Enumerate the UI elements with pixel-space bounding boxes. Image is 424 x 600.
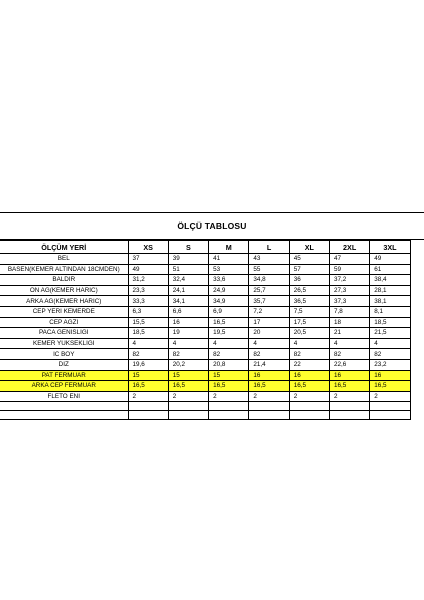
- empty-cell: [209, 402, 249, 411]
- header-size-2xl: 2XL: [329, 241, 369, 254]
- empty-cell: [209, 411, 249, 420]
- measurement-value: 23,3: [128, 285, 168, 296]
- measurement-value: 49: [128, 264, 168, 275]
- measurement-name: BALDIR: [0, 275, 128, 286]
- measurement-value: 15: [209, 370, 249, 381]
- measurement-value: 18: [329, 317, 369, 328]
- measurement-value: 17,5: [289, 317, 329, 328]
- measurement-value: 82: [249, 349, 289, 360]
- size-chart-body: [0, 241, 410, 420]
- title-row: [0, 212, 424, 240]
- measurement-value: 20,5: [289, 328, 329, 339]
- table-row: [0, 296, 410, 307]
- header-size-m: M: [209, 241, 249, 254]
- measurement-value: 59: [329, 264, 369, 275]
- measurement-value: 34,8: [249, 275, 289, 286]
- measurement-value: 16,5: [370, 381, 410, 392]
- measurement-value: 37: [128, 254, 168, 265]
- measurement-value: 16,5: [329, 381, 369, 392]
- measurement-value: 51: [168, 264, 208, 275]
- table-row: [0, 359, 410, 370]
- measurement-value: 6,3: [128, 306, 168, 317]
- measurement-value: 2: [128, 391, 168, 402]
- measurement-value: 23,2: [370, 359, 410, 370]
- measurement-value: 28,1: [370, 285, 410, 296]
- measurement-value: 49: [370, 254, 410, 265]
- measurement-value: 16: [168, 317, 208, 328]
- measurement-value: 18,5: [128, 328, 168, 339]
- measurement-name: CEP YERI KEMERDE: [0, 306, 128, 317]
- measurement-value: 43: [249, 254, 289, 265]
- measurement-value: 7,2: [249, 306, 289, 317]
- empty-cell: [128, 411, 168, 420]
- measurement-name: ARKA AG(KEMER HARIC): [0, 296, 128, 307]
- measurement-value: 4: [168, 338, 208, 349]
- measurement-value: 6,9: [209, 306, 249, 317]
- empty-cell: [329, 402, 369, 411]
- measurement-value: 8,1: [370, 306, 410, 317]
- measurement-value: 16,5: [209, 381, 249, 392]
- measurement-value: 2: [329, 391, 369, 402]
- empty-row: [0, 402, 410, 411]
- measurement-value: 36,5: [289, 296, 329, 307]
- empty-cell: [168, 411, 208, 420]
- empty-cell: [168, 402, 208, 411]
- empty-cell: [289, 411, 329, 420]
- empty-cell: [289, 402, 329, 411]
- measurement-name: PAT FERMUAR: [0, 370, 128, 381]
- measurement-name: DIZ: [0, 359, 128, 370]
- measurement-value: 82: [289, 349, 329, 360]
- measurement-value: 45: [289, 254, 329, 265]
- measurement-value: 4: [128, 338, 168, 349]
- measurement-value: 7,5: [289, 306, 329, 317]
- measurement-value: 27,3: [329, 285, 369, 296]
- measurement-value: 16: [370, 370, 410, 381]
- measurement-value: 82: [329, 349, 369, 360]
- table-row: [0, 275, 410, 286]
- table-row: [0, 328, 410, 339]
- measurement-value: 19,5: [209, 328, 249, 339]
- measurement-value: 17: [249, 317, 289, 328]
- measurement-value: 21: [329, 328, 369, 339]
- measurement-value: 20: [249, 328, 289, 339]
- measurement-value: 82: [370, 349, 410, 360]
- measurement-value: 20,8: [209, 359, 249, 370]
- measurement-value: 6,6: [168, 306, 208, 317]
- measurement-value: 25,7: [249, 285, 289, 296]
- header-size-xl: XL: [289, 241, 329, 254]
- measurement-value: 16,5: [168, 381, 208, 392]
- measurement-value: 22: [289, 359, 329, 370]
- measurement-value: 2: [289, 391, 329, 402]
- measurement-value: 37,3: [329, 296, 369, 307]
- measurement-value: 15: [128, 370, 168, 381]
- measurement-value: 19: [168, 328, 208, 339]
- measurement-value: 38,1: [370, 296, 410, 307]
- measurement-value: 2: [249, 391, 289, 402]
- measurement-value: 16: [329, 370, 369, 381]
- measurement-name: PACA GENISLIGI: [0, 328, 128, 339]
- header-size-s: S: [168, 241, 208, 254]
- measurement-value: 82: [209, 349, 249, 360]
- size-chart-table: [0, 240, 411, 420]
- empty-cell: [0, 402, 128, 411]
- measurement-value: 26,5: [289, 285, 329, 296]
- measurement-value: 2: [370, 391, 410, 402]
- empty-cell: [128, 402, 168, 411]
- measurement-value: 55: [249, 264, 289, 275]
- table-row: [0, 349, 410, 360]
- measurement-value: 53: [209, 264, 249, 275]
- measurement-name: BASEN(KEMER ALTINDAN 18CMDEN): [0, 264, 128, 275]
- measurement-value: 36: [289, 275, 329, 286]
- measurement-value: 24,9: [209, 285, 249, 296]
- measurement-value: 41: [209, 254, 249, 265]
- measurement-value: 82: [168, 349, 208, 360]
- header-measurement: ÖLÇÜM YERİ: [0, 241, 128, 254]
- empty-cell: [370, 411, 410, 420]
- header-size-3xl: 3XL: [370, 241, 410, 254]
- measurement-name: FLETO ENI: [0, 391, 128, 402]
- header-size-l: L: [249, 241, 289, 254]
- measurement-value: 2: [209, 391, 249, 402]
- measurement-value: 7,8: [329, 306, 369, 317]
- measurement-name: KEMER YUKSEKLIGI: [0, 338, 128, 349]
- table-row: [0, 306, 410, 317]
- measurement-value: 16,5: [249, 381, 289, 392]
- measurement-value: 47: [329, 254, 369, 265]
- measurement-value: 4: [249, 338, 289, 349]
- measurement-value: 16: [289, 370, 329, 381]
- measurement-value: 37,2: [329, 275, 369, 286]
- measurement-value: 21,4: [249, 359, 289, 370]
- measurement-value: 33,6: [209, 275, 249, 286]
- measurement-value: 15,5: [128, 317, 168, 328]
- measurement-value: 39: [168, 254, 208, 265]
- measurement-value: 38,4: [370, 275, 410, 286]
- size-chart-title: ÖLÇÜ TABLOSU: [177, 221, 247, 231]
- measurement-name: BEL: [0, 254, 128, 265]
- measurement-value: 16,5: [289, 381, 329, 392]
- empty-cell: [329, 411, 369, 420]
- empty-cell: [249, 402, 289, 411]
- header-size-xs: XS: [128, 241, 168, 254]
- measurement-value: 31,2: [128, 275, 168, 286]
- table-row: [0, 285, 410, 296]
- measurement-value: 4: [329, 338, 369, 349]
- measurement-value: 61: [370, 264, 410, 275]
- measurement-value: 18,5: [370, 317, 410, 328]
- measurement-value: 16,5: [209, 317, 249, 328]
- table-row: [0, 370, 410, 381]
- measurement-value: 82: [128, 349, 168, 360]
- table-row: [0, 338, 410, 349]
- empty-cell: [249, 411, 289, 420]
- measurement-value: 16: [249, 370, 289, 381]
- measurement-value: 2: [168, 391, 208, 402]
- measurement-value: 16,5: [128, 381, 168, 392]
- empty-cell: [370, 402, 410, 411]
- measurement-value: 19,6: [128, 359, 168, 370]
- table-row: [0, 264, 410, 275]
- table-row: [0, 391, 410, 402]
- measurement-value: 20,2: [168, 359, 208, 370]
- measurement-value: 57: [289, 264, 329, 275]
- measurement-name: CEP AGZI: [0, 317, 128, 328]
- measurement-value: 33,3: [128, 296, 168, 307]
- measurement-value: 21,5: [370, 328, 410, 339]
- measurement-value: 4: [370, 338, 410, 349]
- table-row: [0, 254, 410, 265]
- empty-cell: [0, 411, 128, 420]
- table-row: [0, 317, 410, 328]
- measurement-value: 32,4: [168, 275, 208, 286]
- measurement-value: 35,7: [249, 296, 289, 307]
- header-row: [0, 241, 410, 254]
- measurement-value: 15: [168, 370, 208, 381]
- measurement-name: ON AG(KEMER HARIC): [0, 285, 128, 296]
- measurement-value: 24,1: [168, 285, 208, 296]
- empty-row: [0, 411, 410, 420]
- table-row: [0, 381, 410, 392]
- measurement-value: 34,1: [168, 296, 208, 307]
- measurement-value: 4: [289, 338, 329, 349]
- measurement-name: IC BOY: [0, 349, 128, 360]
- size-chart-sheet: [0, 212, 424, 420]
- measurement-value: 4: [209, 338, 249, 349]
- measurement-value: 34,9: [209, 296, 249, 307]
- measurement-value: 22,6: [329, 359, 369, 370]
- measurement-name: ARKA CEP FERMUAR: [0, 381, 128, 392]
